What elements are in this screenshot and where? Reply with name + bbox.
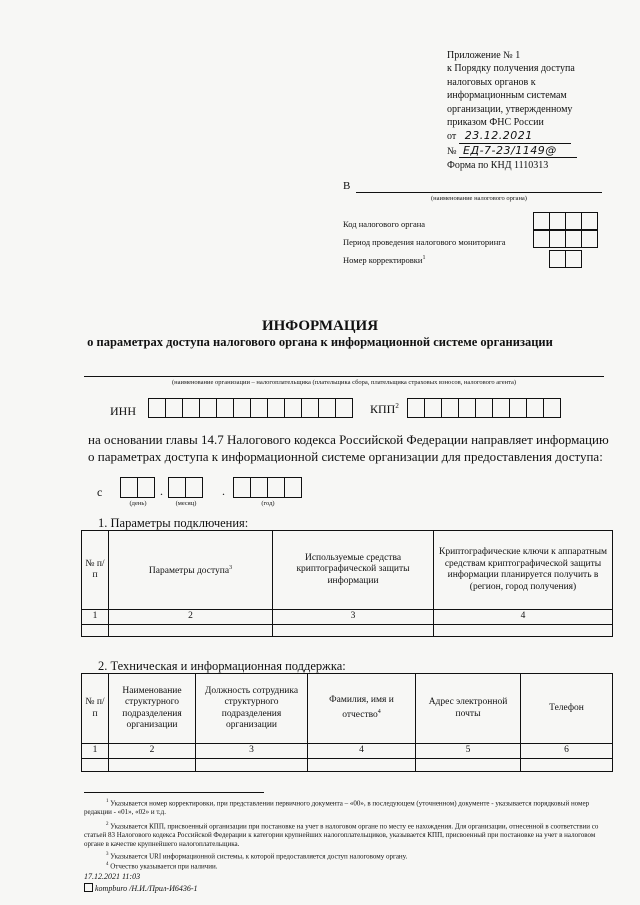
footnote-1: [84, 797, 612, 817]
appendix-line: приказом ФНС России: [447, 117, 544, 129]
inn-cell[interactable]: [165, 398, 183, 418]
appendix-date-prefix: от: [447, 131, 457, 143]
header-cell: № п/п: [82, 531, 109, 610]
kpp-cell[interactable]: [407, 398, 425, 418]
table-number-row: [82, 610, 613, 625]
column-number: 5: [416, 744, 521, 759]
table-row[interactable]: [82, 625, 613, 637]
footnote-number: 2: [106, 822, 109, 827]
day-caption: (день): [129, 500, 147, 507]
inn-cell[interactable]: [233, 398, 251, 418]
kpp-label-row: [370, 402, 399, 417]
footer-timestamp: 17.12.2021 11:03: [84, 872, 141, 881]
appendix-line: налоговых органов к: [447, 76, 536, 88]
inn-cell[interactable]: [182, 398, 200, 418]
inn-cell[interactable]: [250, 398, 268, 418]
table-cell[interactable]: [82, 625, 109, 637]
monitoring-period-cell[interactable]: [565, 230, 582, 248]
table-cell[interactable]: [521, 759, 613, 772]
tax-authority-code-cell[interactable]: [533, 212, 550, 230]
table-cell[interactable]: [109, 759, 196, 772]
kpp-label: КПП: [370, 402, 396, 416]
support-table: [81, 673, 613, 772]
footnote-ref: 4: [377, 708, 381, 715]
section1-title: 1. Параметры подключения:: [98, 516, 249, 530]
appendix-line: Приложение № 1: [447, 50, 521, 61]
correction-number-label: Номер корректировки: [343, 255, 423, 265]
document-title: ИНФОРМАЦИЯ: [261, 318, 379, 334]
year-cell[interactable]: [284, 477, 302, 498]
footnote-text: Указывается URI информационной системы, к которой предоставляется доступ налоговому органу.: [110, 852, 408, 861]
header-cell: № п/п: [82, 674, 109, 744]
kpp-cell[interactable]: [424, 398, 442, 418]
recipient-line[interactable]: [356, 192, 602, 193]
header-cell: Наименование структурного подразделения организации: [109, 674, 196, 744]
recipient-caption: (наименование налогового органа): [431, 195, 527, 202]
monitoring-period-cell[interactable]: [533, 230, 550, 248]
document-subtitle: о параметрах доступа налогового органа к информационной системе организации: [87, 335, 553, 349]
footnote-text: Указывается номер корректировки, при представлении первичного документа – «00», в последующем (уточненном) документе - указывается порядковый номер редакции - «01», «02» и т.д.: [84, 799, 590, 817]
month-cell[interactable]: [168, 477, 186, 498]
table-number-row: [82, 744, 613, 759]
year-cell[interactable]: [233, 477, 251, 498]
footnote-number: 3: [106, 852, 109, 857]
month-cell[interactable]: [185, 477, 203, 498]
kpp-cell[interactable]: [526, 398, 544, 418]
footnote-ref: 3: [229, 564, 233, 571]
header-text: Фамилия, имя и отчество: [329, 695, 394, 721]
tax-authority-code-cell[interactable]: [549, 212, 566, 230]
kpp-cell[interactable]: [492, 398, 510, 418]
inn-cell[interactable]: [199, 398, 217, 418]
appendix-block: [447, 49, 637, 158]
kpp-cell[interactable]: [475, 398, 493, 418]
column-number: 6: [521, 744, 613, 759]
tax-authority-code-cell[interactable]: [581, 212, 598, 230]
month-caption: (месяц): [175, 500, 197, 507]
footer-file-text: kompburo /Н.И./Прил-И6436-1: [95, 884, 198, 893]
header-cell-access-params: [109, 531, 273, 610]
footnote-text: Отчество указывается при наличии.: [110, 862, 218, 871]
inn-cell[interactable]: [267, 398, 285, 418]
header-cell: Используемые средства криптографической защиты информации: [273, 531, 434, 610]
column-number: 4: [308, 744, 416, 759]
connection-params-table: [81, 530, 613, 637]
table-cell[interactable]: [196, 759, 308, 772]
table-cell[interactable]: [109, 625, 273, 637]
table-cell[interactable]: [308, 759, 416, 772]
date-dot: .: [160, 484, 163, 498]
column-number: 1: [82, 744, 109, 759]
footnote-2: [84, 820, 612, 849]
basis-paragraph: на основании главы 14.7 Налогового кодекса Российской Федерации направляет информацию о параметрах доступа к информационной системе организации для предоставления доступа:: [88, 432, 609, 464]
footnote-text: Указывается КПП, присвоенный организации при постановке на учет в налоговом органе по месту ее нахождения. Для организации, отнесенной в соответствии со статьей 83 Налогового кодекса Российской Федерации к категории крупнейших налогоплательщиков, указывается КПП, присвоенный при постановке на учет в налоговом органе в качестве крупнейшего налогоплательщика.: [84, 822, 599, 849]
organization-caption: (наименование организации – налогоплательщика (плательщика сбора, плательщика страховых взносов, налогового агента): [171, 379, 517, 386]
monitoring-period-cell[interactable]: [549, 230, 566, 248]
inn-cell[interactable]: [148, 398, 166, 418]
correction-number-row: [343, 255, 425, 265]
footnote-number: 1: [106, 799, 109, 804]
table-cell[interactable]: [416, 759, 521, 772]
section2-title: 2. Техническая и информационная поддержка:: [98, 659, 346, 673]
tax-authority-code-cell[interactable]: [565, 212, 582, 230]
footnote-separator: [84, 792, 264, 793]
header-cell: Должность сотрудника структурного подразделения организации: [196, 674, 308, 744]
kpp-footnote-ref: 2: [395, 402, 399, 410]
year-cell[interactable]: [250, 477, 268, 498]
table-cell[interactable]: [273, 625, 434, 637]
correction-number-cell[interactable]: [549, 250, 566, 268]
monitoring-period-label: Период проведения налогового мониторинга: [343, 237, 506, 247]
column-number: 2: [109, 744, 196, 759]
column-number: 1: [82, 610, 109, 625]
footnote-number: 4: [106, 862, 109, 867]
column-number: 4: [434, 610, 613, 625]
header-cell: Адрес электронной почты: [416, 674, 521, 744]
appendix-line: организации, утвержденному: [447, 103, 573, 115]
inn-label: ИНН: [110, 404, 136, 418]
appendix-line: информационным системам: [447, 90, 567, 102]
monitoring-period-cell[interactable]: [581, 230, 598, 248]
column-number: 3: [196, 744, 308, 759]
inn-cell[interactable]: [284, 398, 302, 418]
column-number: 2: [109, 610, 273, 625]
table-cell[interactable]: [82, 759, 109, 772]
inn-cell[interactable]: [318, 398, 336, 418]
footer-file: [84, 883, 198, 893]
column-number: 3: [273, 610, 434, 625]
file-icon: [84, 883, 93, 892]
kpp-cell[interactable]: [458, 398, 476, 418]
table-row[interactable]: [82, 759, 613, 772]
header-cell-full-name: [308, 674, 416, 744]
correction-footnote-ref: 1: [422, 255, 426, 262]
tax-authority-code-label: Код налогового органа: [343, 219, 426, 229]
organization-name-line[interactable]: [84, 376, 604, 377]
kpp-cell[interactable]: [509, 398, 527, 418]
inn-cell[interactable]: [301, 398, 319, 418]
correction-number-cell[interactable]: [565, 250, 582, 268]
footnote-4: [84, 860, 612, 871]
inn-cell[interactable]: [335, 398, 353, 418]
header-cell: Телефон: [521, 674, 613, 744]
date-dot: .: [222, 484, 225, 498]
date-prefix: с: [97, 485, 103, 499]
appendix-date-row: [447, 129, 637, 143]
header-text: Параметры доступа: [148, 565, 230, 576]
day-cell[interactable]: [137, 477, 155, 498]
recipient-prefix: В: [343, 180, 351, 192]
table-header-row: [82, 674, 613, 744]
appendix-number-handwritten: ЕД-7-23/1149@: [459, 144, 577, 158]
day-cell[interactable]: [120, 477, 138, 498]
year-caption: (год): [261, 500, 275, 507]
header-cell: Криптографические ключи к аппаратным средствам криптографической защиты информации планируется получить в (регион, город получения): [434, 531, 613, 610]
inn-cell[interactable]: [216, 398, 234, 418]
appendix-number-row: [447, 144, 637, 158]
form-number: Форма по КНД 1110313: [447, 160, 549, 171]
table-header-row: [82, 531, 613, 610]
table-cell[interactable]: [434, 625, 613, 637]
year-cell[interactable]: [267, 477, 285, 498]
kpp-cell[interactable]: [543, 398, 561, 418]
appendix-number-prefix: №: [447, 145, 457, 157]
appendix-line: к Порядку получения доступа: [447, 63, 575, 75]
kpp-cell[interactable]: [441, 398, 459, 418]
appendix-date-handwritten: 23.12.2021: [459, 129, 571, 143]
